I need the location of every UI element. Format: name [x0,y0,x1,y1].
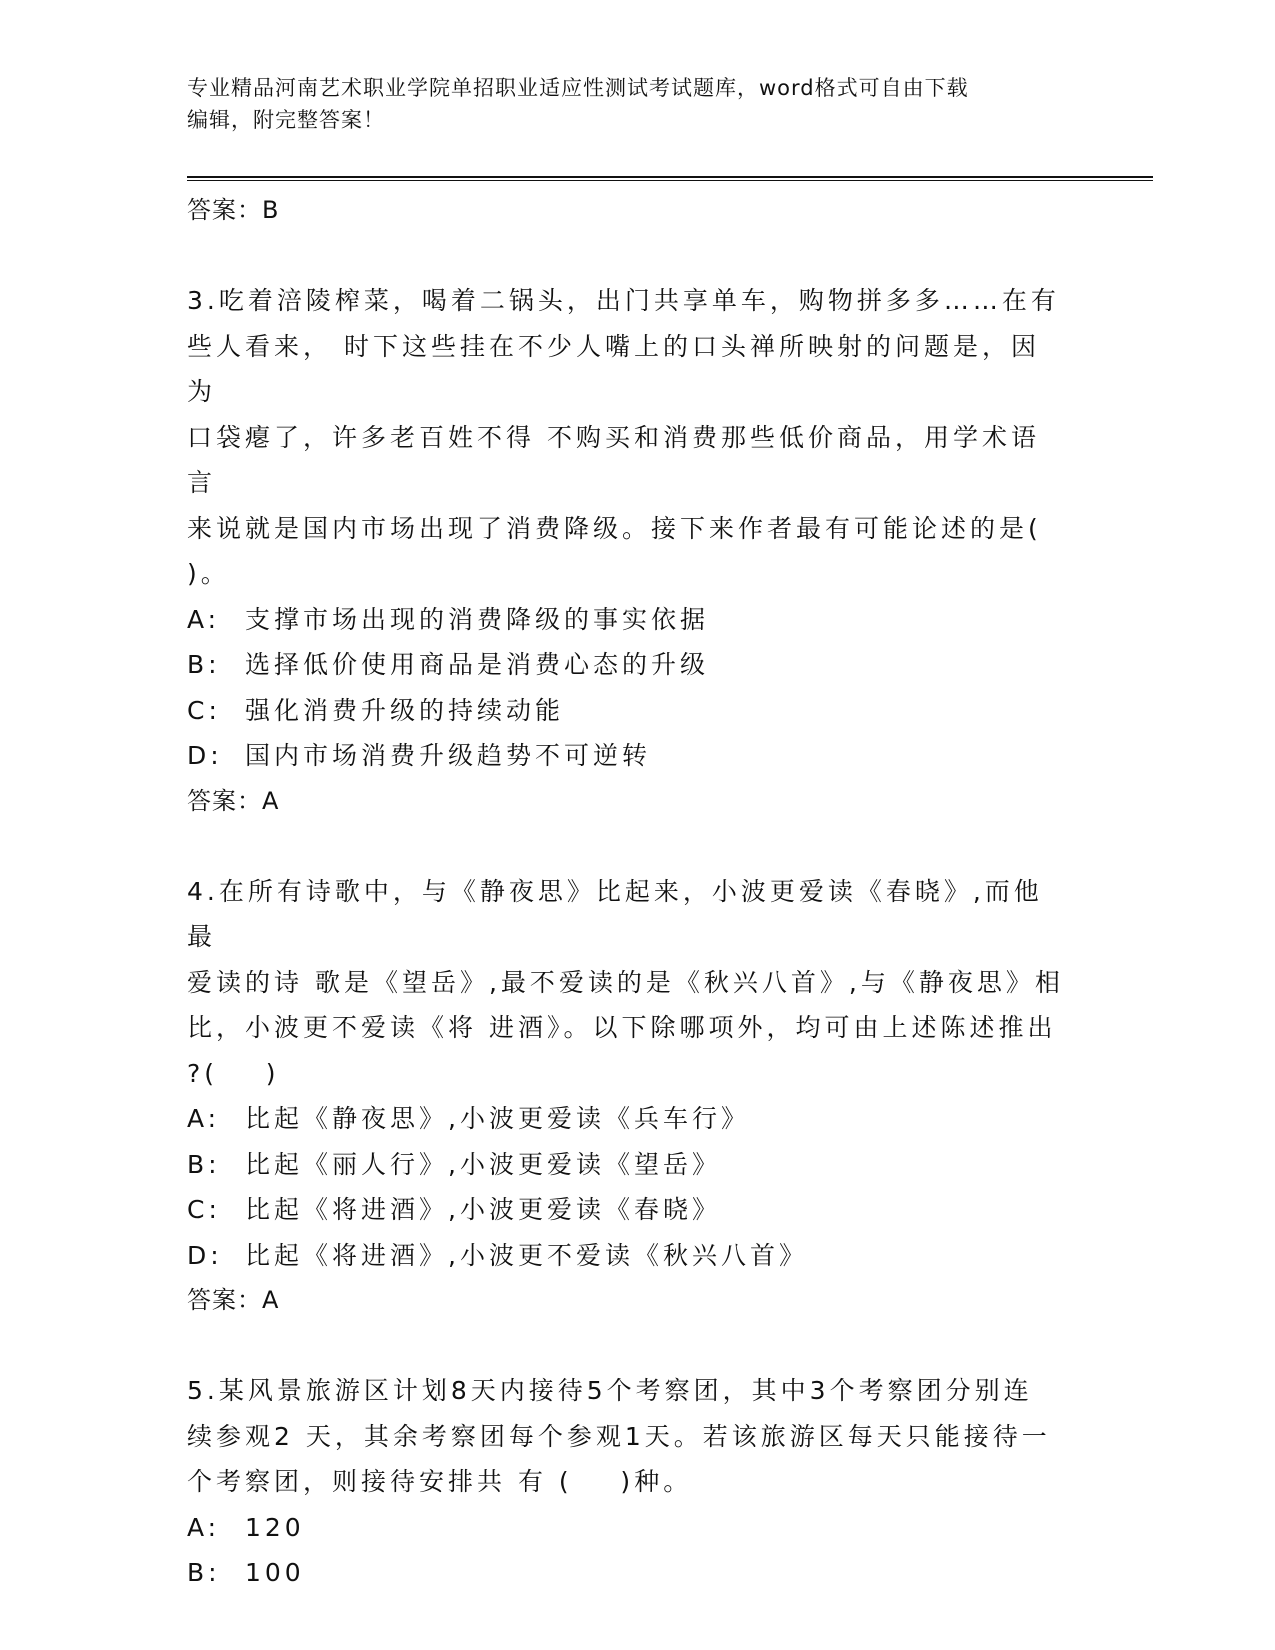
question-5 [187,1368,1067,1596]
header-line-1: 专业精品河南艺术职业学院单招职业适应性测试考试题库，word格式可自由下载 [187,76,969,100]
option-key: C: [187,695,221,725]
option-key: D: [187,1240,223,1270]
option-key: B: [187,1558,221,1587]
option-text: 国内市场消费升级趋势不可逆转 [245,741,652,770]
question-5-stem-line-3: 个考察团，则接待安排共 有 ( )种。 [187,1467,693,1496]
option-text: 选择低价使用商品是消费心态的升级 [245,650,710,679]
document-body [187,188,1067,1596]
question-4-stem-line-2: 爱读的诗 歌是《望岳》,最不爱读的是《秋兴八首》,与《静夜思》相 [187,967,1064,997]
option-key: C: [187,1195,221,1224]
answer-q3: 答案：A [187,786,280,815]
question-4-stem-line-4: ?( ) [187,1058,280,1088]
option-text: 比起《丽人行》,小波更爱读《望岳》 [245,1149,721,1179]
question-4-option-c [187,1187,1067,1233]
question-4-option-b [187,1142,1067,1188]
header-divider [187,176,1153,181]
question-5-option-a [187,1505,1067,1551]
option-text: 强化消费升级的持续动能 [245,695,565,725]
question-3-stem-line-5: )。 [187,559,230,588]
question-5-stem-line-1: 5.某风景旅游区计划8天内接待5个考察团，其中3个考察团分别连 [187,1376,1033,1405]
question-3 [187,278,1067,823]
option-key: B: [187,1149,221,1179]
question-3-option-d [187,733,1067,779]
option-text: 比起《将进酒》,小波更爱读《春晓》 [245,1195,721,1224]
question-5-stem-line-2: 续参观2 天，其余考察团每个参观1天。若该旅游区每天只能接待一 [187,1421,1051,1451]
answer-q2: 答案：B [187,196,280,224]
option-key: D: [187,741,223,770]
option-text: 比起《将进酒》,小波更不爱读《秋兴八首》 [245,1240,808,1270]
question-3-stem-line-1: 3.吃着涪陵榨菜，喝着二锅头，出门共享单车，购物拼多多……在有 [187,286,1060,315]
question-4-option-a [187,1096,1067,1142]
question-3-stem-line-4: 来说就是国内市场出现了消费降级。接下来作者最有可能论述的是( [187,513,1042,543]
question-4-option-d [187,1233,1067,1279]
answer-q4: 答案：A [187,1286,280,1314]
option-text: 120 [245,1512,305,1542]
question-4-stem-line-1: 4.在所有诗歌中，与《静夜思》比起来，小波更爱读《春晓》,而他最 [187,876,1043,951]
option-text: 比起《静夜思》,小波更爱读《兵车行》 [245,1104,750,1133]
question-3-option-c [187,688,1067,734]
question-4-stem-line-3: 比，小波更不爱读《将 进酒》。以下除哪项外，均可由上述陈述推出 [187,1013,1057,1042]
option-text: 支撑市场出现的消费降级的事实依据 [245,604,710,634]
question-5-option-b [187,1550,1067,1596]
page-header [187,72,1087,136]
option-key: A: [187,1512,221,1542]
header-line-2: 编辑，附完整答案！ [187,108,385,132]
option-key: A: [187,1104,221,1133]
option-key: B: [187,650,221,679]
option-key: A: [187,604,221,634]
question-3-option-b [187,642,1067,688]
question-3-stem-line-3: 口袋瘪了，许多老百姓不得 不购买和消费那些低价商品，用学术语言 [187,422,1040,497]
option-text: 100 [245,1558,305,1587]
question-3-stem-line-2: 些人看来， 时下这些挂在不少人嘴上的口头禅所映射的问题是，因为 [187,331,1040,406]
question-4 [187,869,1067,1323]
question-3-option-a [187,597,1067,643]
